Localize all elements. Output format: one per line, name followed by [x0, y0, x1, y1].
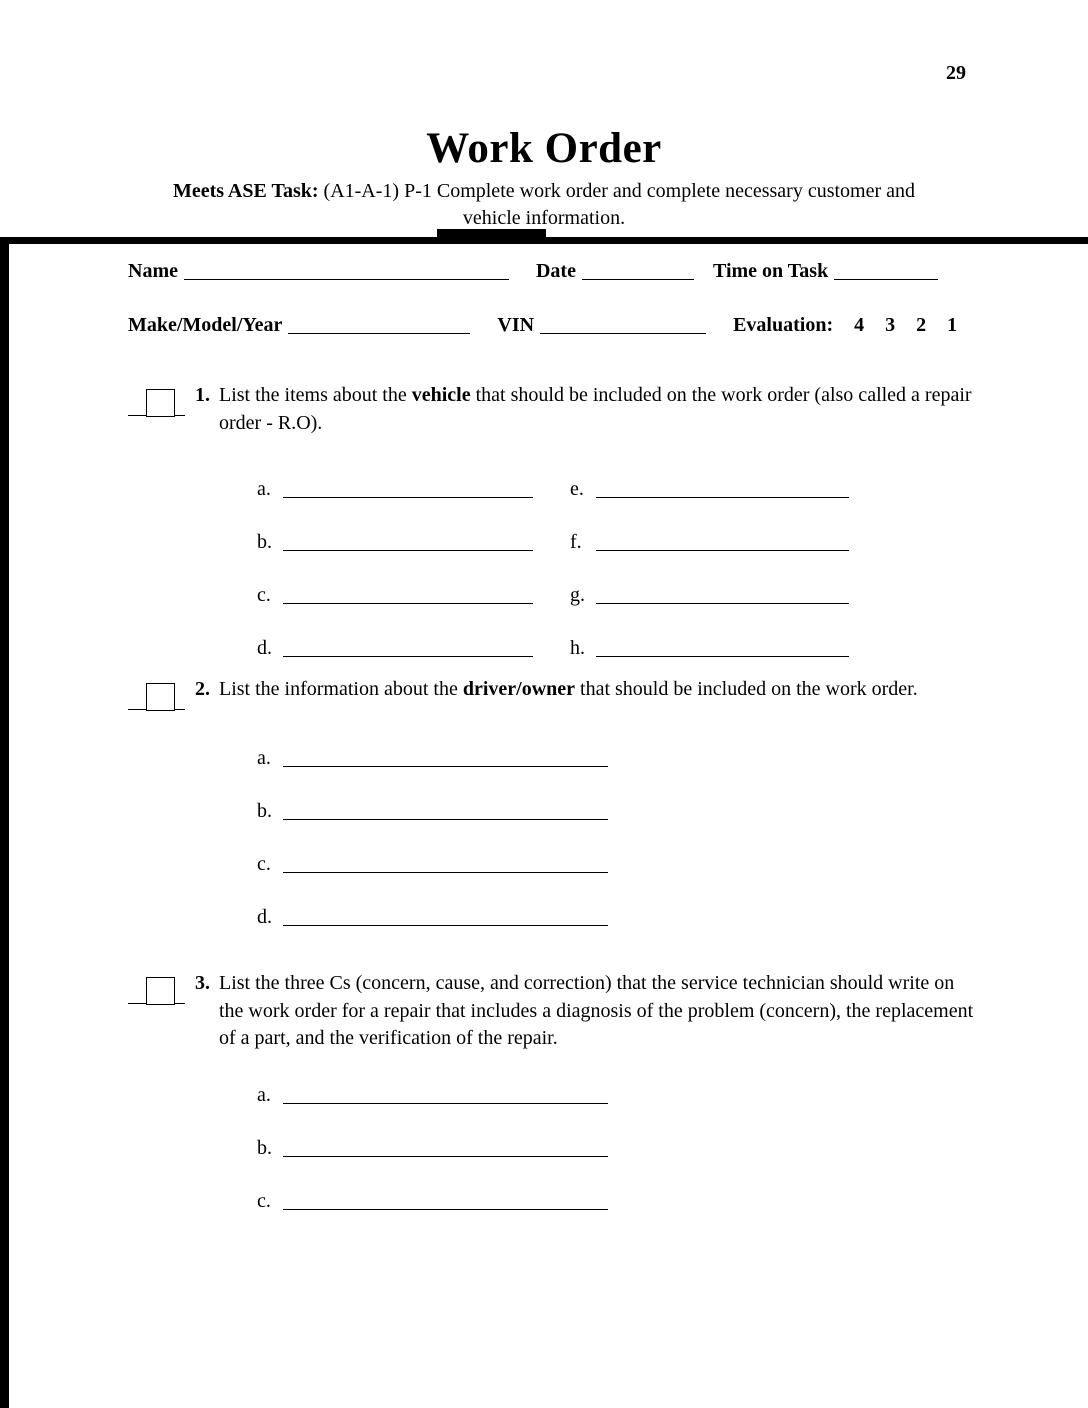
task-checkbox-2[interactable]: [128, 678, 185, 710]
question-text-pre: List the items about the: [219, 384, 412, 406]
answer-blank-2c[interactable]: [283, 852, 608, 873]
answer-blank-2d[interactable]: [283, 905, 608, 926]
answer-blanks: [257, 477, 974, 663]
answer-letter: d.: [257, 637, 272, 659]
question-text-post: that should be included on the work order (also called a repair order - R.O).: [219, 384, 972, 434]
question-text-pre: List the information about the: [219, 678, 463, 700]
answer-row: [257, 636, 974, 663]
answer-row: [257, 1189, 974, 1216]
answer-blank-3c[interactable]: [283, 1189, 608, 1210]
question-text-post: that should be included on the work order.: [575, 678, 918, 700]
answer-row: [257, 1136, 974, 1163]
task-checkbox-1[interactable]: [128, 384, 185, 416]
answer-blank-1b[interactable]: [283, 530, 533, 551]
task-checkbox-3[interactable]: [128, 972, 185, 1004]
question-2: [128, 676, 974, 958]
answer-letter: b.: [257, 800, 272, 822]
answer-letter: d.: [257, 906, 272, 928]
ase-task-subtitle: [0, 178, 1088, 232]
page-number: 29: [946, 62, 966, 84]
question-text-bold: driver/owner: [462, 678, 576, 700]
date-label: Date: [535, 260, 576, 282]
make-model-year-label: Make/Model/Year: [128, 314, 283, 336]
answer-blanks: [257, 746, 974, 932]
answer-letter: c.: [257, 1189, 271, 1212]
answer-letter: f.: [570, 531, 582, 553]
answer-letter: a.: [257, 478, 271, 500]
answer-blank-1e[interactable]: [596, 477, 849, 498]
answer-row: [257, 583, 974, 610]
answer-blank-1g[interactable]: [596, 583, 849, 604]
evaluation-score-4[interactable]: 4: [854, 314, 865, 336]
answer-row: [257, 1083, 974, 1110]
horizontal-divider: [0, 237, 1088, 244]
question-text-bold: vehicle: [411, 384, 471, 406]
answer-letter: h.: [570, 637, 585, 659]
answer-blank-2b[interactable]: [283, 799, 608, 820]
make-model-year-blank[interactable]: [288, 313, 470, 334]
answer-blank-1a[interactable]: [283, 477, 533, 498]
answer-letter: a.: [257, 1083, 271, 1106]
answer-blank-1f[interactable]: [596, 530, 849, 551]
answer-row: [257, 799, 974, 826]
answer-letter: b.: [257, 1136, 272, 1159]
answer-row: [257, 905, 974, 932]
question-number: 2.: [195, 678, 210, 700]
question-text: [219, 970, 974, 1053]
question-number: 3.: [195, 972, 210, 994]
page-title: Work Order: [426, 125, 662, 172]
ase-task-line1: [0, 178, 1088, 205]
time-on-task-label: Time on Task: [712, 260, 829, 282]
evaluation-label: Evaluation:: [733, 314, 834, 336]
answer-row: [257, 530, 974, 557]
answer-blank-1h[interactable]: [596, 636, 849, 657]
answer-blank-1c[interactable]: [283, 583, 533, 604]
answer-letter: a.: [257, 747, 271, 769]
checkbox-square-icon: [146, 389, 175, 417]
answer-letter: c.: [257, 584, 271, 606]
ase-task-text: (A1-A-1) P-1 Complete work order and complete necessary customer and: [318, 180, 916, 202]
left-border-bar: [0, 237, 9, 1408]
question-1: [128, 382, 974, 689]
answer-blank-3a[interactable]: [283, 1083, 608, 1104]
answer-blank-3b[interactable]: [283, 1136, 608, 1157]
answer-blank-2a[interactable]: [283, 746, 608, 767]
answer-letter: g.: [570, 584, 585, 606]
answer-letter: e.: [570, 478, 584, 500]
ase-task-line2: vehicle information.: [462, 207, 626, 229]
question-text: [219, 382, 974, 437]
question-text: [219, 676, 974, 704]
answer-letter: c.: [257, 853, 271, 875]
answer-letter: b.: [257, 531, 272, 553]
answer-blank-1d[interactable]: [283, 636, 533, 657]
answer-row: [257, 852, 974, 879]
evaluation-score-1[interactable]: 1: [947, 314, 958, 336]
date-blank[interactable]: [582, 259, 694, 280]
question-text-pre: List the three Cs (concern, cause, and correction) that the service technician should write on the work order for a repair that includes a diagnosis of the problem (concern), the replacement of a part, and the verification of the repair.: [219, 972, 974, 1049]
header-line-1: [128, 259, 938, 283]
answer-row: [257, 746, 974, 773]
evaluation-score-2[interactable]: 2: [916, 314, 927, 336]
vin-blank[interactable]: [540, 313, 706, 334]
header-line-2: [128, 313, 957, 337]
name-label: Name: [128, 260, 178, 282]
time-on-task-blank[interactable]: [834, 259, 938, 280]
evaluation-score-3[interactable]: 3: [885, 314, 896, 336]
checkbox-square-icon: [146, 683, 175, 711]
vin-label: VIN: [497, 314, 535, 336]
name-blank[interactable]: [184, 259, 509, 280]
checkbox-square-icon: [146, 977, 175, 1005]
answer-blanks: [257, 1083, 974, 1216]
question-number: 1.: [195, 384, 210, 406]
question-3: [128, 970, 974, 1242]
answer-row: [257, 477, 974, 504]
ase-task-label: Meets ASE Task:: [172, 180, 319, 202]
